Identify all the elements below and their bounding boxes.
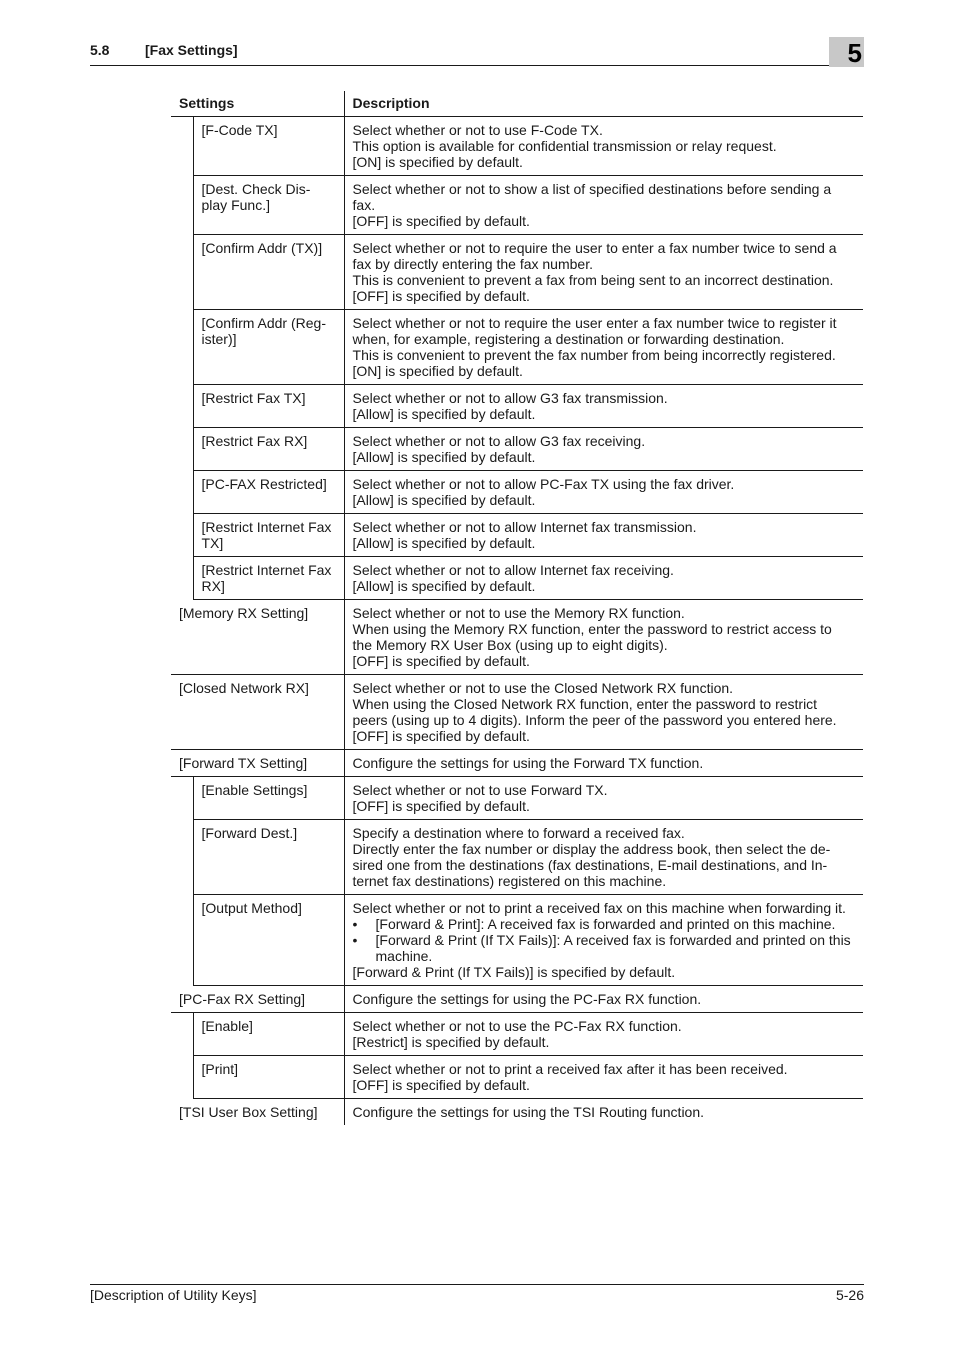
description-line: When using the Memory RX function, enter the password to restrict access to the Memory RX User Box (using up to eight digits). [352,621,832,653]
table-row [171,750,863,777]
description-line: [OFF] is specified by default. [352,653,530,669]
sub-setting-name: [Restrict Internet Fax RX] [193,557,344,600]
setting-description [344,176,863,235]
setting-description [344,235,863,310]
description-line: [Allow] is specified by default. [352,449,536,465]
table-row [171,557,863,600]
description-line: [Allow] is specified by default. [352,492,536,508]
sub-setting-name: [Restrict Fax TX] [193,385,344,428]
description-line: Select whether or not to use F-Code TX. [352,122,603,138]
sub-setting-name: [Confirm Addr (TX)] [193,235,344,310]
settings-table [171,91,863,1125]
setting-name: [PC-Fax RX Setting] [171,986,344,1013]
setting-description [344,750,863,777]
description-line: Select whether or not to allow G3 fax receiving. [352,433,646,449]
description-line: Select whether or not to allow Internet fax transmission. [352,519,697,535]
bullet-item [353,916,856,932]
indent-gutter [171,117,193,600]
description-line: Select whether or not to allow Internet fax receiving. [352,562,674,578]
description-line: Select whether or not to print a received fax after it has been received. [352,1061,788,1077]
header-rule [90,65,864,66]
sub-setting-name: [Forward Dest.] [193,820,344,895]
page-footer [90,1284,864,1314]
table-row [171,777,863,820]
section-number: 5.8 [90,42,110,58]
sub-setting-name: [PC-FAX Restricted] [193,471,344,514]
description-line: [Allow] is specified by default. [352,578,536,594]
setting-description [344,117,863,176]
setting-description [344,600,863,675]
setting-name: [Forward TX Setting] [171,750,344,777]
bullet-text: [Forward & Print (If TX Fails)]: A received fax is forwarded and printed on this machine. [375,932,851,964]
setting-description [344,471,863,514]
chapter-badge: 5 [829,37,864,67]
description-line: Select whether or not to use the Memory RX function. [352,605,685,621]
setting-description [344,428,863,471]
table-row [171,1056,863,1099]
table-row [171,675,863,750]
sub-setting-name: [Restrict Fax RX] [193,428,344,471]
table-header-row [171,91,863,117]
table-row [171,385,863,428]
sub-setting-name: [Output Method] [193,895,344,986]
description-line: [OFF] is specified by default. [352,288,530,304]
table-body [171,117,863,1126]
bullet-item [353,932,856,964]
description-line: Select whether or not to use Forward TX. [352,782,608,798]
setting-description [344,777,863,820]
description-line: [OFF] is specified by default. [352,798,530,814]
setting-description [344,310,863,385]
sub-setting-name: [Confirm Addr (Reg-ister)] [193,310,344,385]
description-line: [OFF] is specified by default. [352,728,530,744]
indent-gutter [171,1013,193,1099]
setting-description [344,1056,863,1099]
setting-description [344,514,863,557]
table-row [171,117,863,176]
sub-setting-name: [Print] [193,1056,344,1099]
description-line: Select whether or not to require the user to enter a fax number twice to send a fax by directly entering the fax number. [352,240,837,272]
table-row [171,895,863,986]
description-line: Select whether or not to use the Closed Network RX function. [352,680,734,696]
description-line: [ON] is specified by default. [352,363,523,379]
description-line: Select whether or not to use the PC-Fax RX function. [352,1018,682,1034]
section-title: [Fax Settings] [145,42,238,58]
description-line: Specify a destination where to forward a received fax. [352,825,685,841]
description-line: [Allow] is specified by default. [352,406,536,422]
table-row [171,600,863,675]
description-line: Select whether or not to allow G3 fax transmission. [352,390,668,406]
description-line: [ON] is specified by default. [352,154,523,170]
bullet-text: [Forward & Print]: A received fax is forwarded and printed on this machine. [375,916,836,932]
description-line: This is convenient to prevent a fax from being sent to an incorrect destination. [352,272,834,288]
description-line: This option is available for confidential transmission or relay request. [352,138,777,154]
setting-description [344,1099,863,1126]
description-line: [OFF] is specified by default. [352,213,530,229]
sub-setting-name: [Restrict Internet Fax TX] [193,514,344,557]
footer-doc-title: [Description of Utility Keys] [90,1287,257,1303]
table-row [171,514,863,557]
table-row [171,235,863,310]
table-row [171,1099,863,1126]
description-line: Select whether or not to print a received fax on this machine when forwarding it. [352,900,846,916]
description-line: When using the Closed Network RX function, enter the password to restrict peers (using up to 4 digits). Inform the peer of the password you entered here. [352,696,837,728]
sub-setting-name: [Enable] [193,1013,344,1056]
column-header-settings: Settings [171,91,344,117]
description-line: Select whether or not to require the user enter a fax number twice to register it when, for example, registering a destination or forwarding destination. [352,315,837,347]
footer-page-number: 5-26 [835,1287,864,1303]
description-line: [OFF] is specified by default. [352,1077,530,1093]
description-line: Configure the settings for using the Forward TX function. [352,755,704,771]
footer-rule [90,1284,864,1285]
setting-description [344,895,863,986]
sub-setting-name: [Enable Settings] [193,777,344,820]
table-row [171,986,863,1013]
description-line: Select whether or not to allow PC-Fax TX using the fax driver. [352,476,735,492]
bullet-icon: • [352,932,358,948]
setting-name: [Closed Network RX] [171,675,344,750]
description-line: Select whether or not to show a list of specified destinations before sending a fax. [352,181,832,213]
page-header [90,42,864,66]
description-line: Directly enter the fax number or display the address book, then select the de-sired one from the destinations (fax destinations, E-mail destinations, and In-ternet fax destinations) registered on this machine. [352,841,831,889]
sub-setting-name: [Dest. Check Dis-play Func.] [193,176,344,235]
bullet-icon: • [352,916,358,932]
setting-description [344,675,863,750]
setting-description [344,385,863,428]
description-line: This is convenient to prevent the fax number from being incorrectly registered. [352,347,836,363]
table-row [171,428,863,471]
sub-setting-name: [F-Code TX] [193,117,344,176]
setting-description [344,1013,863,1056]
setting-name: [Memory RX Setting] [171,600,344,675]
setting-description [344,986,863,1013]
description-line: Configure the settings for using the TSI Routing function. [352,1104,705,1120]
description-line: [Restrict] is specified by default. [352,1034,550,1050]
setting-name: [TSI User Box Setting] [171,1099,344,1126]
description-line: Configure the settings for using the PC-Fax RX function. [352,991,702,1007]
table-row [171,471,863,514]
description-line: [Allow] is specified by default. [352,535,536,551]
indent-gutter [171,777,193,986]
setting-description [344,820,863,895]
table-row [171,820,863,895]
table-row [171,176,863,235]
table-row [171,1013,863,1056]
setting-description [344,557,863,600]
column-header-description: Description [344,91,863,117]
table-row [171,310,863,385]
description-line: [Forward & Print (If TX Fails)] is specified by default. [352,964,676,980]
